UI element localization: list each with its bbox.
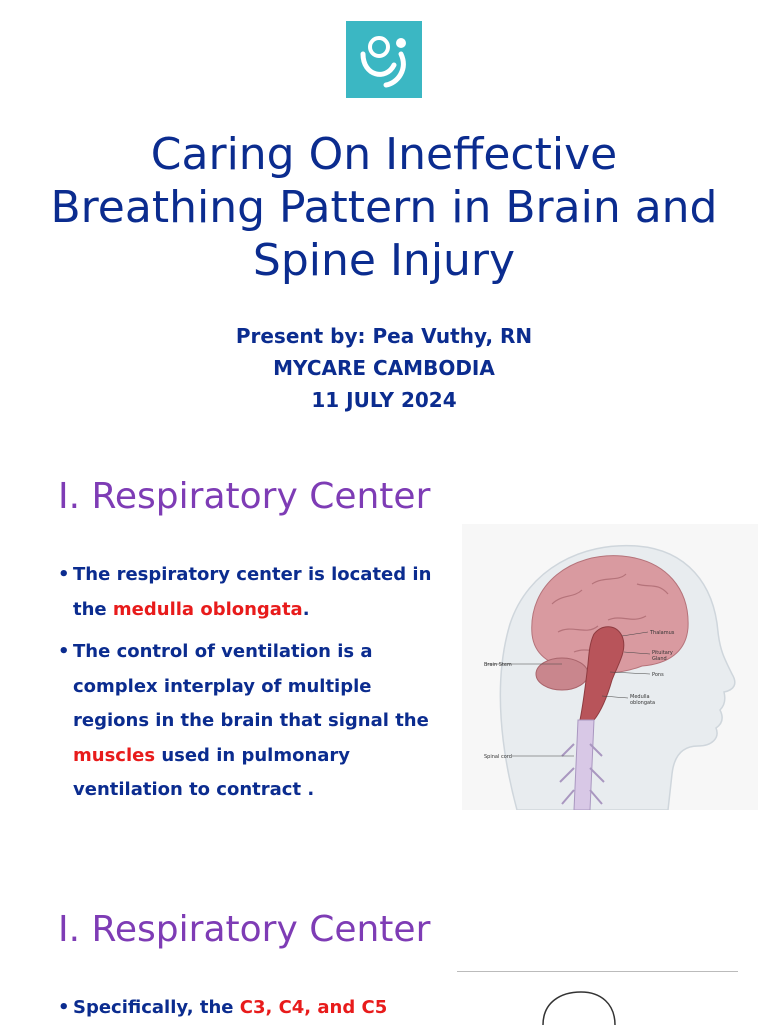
page-title: Caring On Ineffective Breathing Pattern in Brain and Spine Injury — [50, 129, 718, 286]
section-heading-2: I. Respiratory Center — [58, 909, 431, 950]
label-pituitary: Pituitary — [652, 650, 673, 656]
second-figure-frame — [457, 971, 738, 1025]
bullet-list-2 — [58, 991, 450, 1034]
bullet-icon: • — [58, 564, 70, 585]
label-medulla: Medulla — [630, 694, 650, 700]
highlight-text: medulla oblongata — [112, 598, 303, 620]
highlight-text: muscles — [73, 744, 156, 766]
section-heading-1: I. Respiratory Center — [58, 476, 431, 517]
presenter-info — [84, 320, 684, 416]
bullet-icon: • — [58, 641, 70, 662]
bullet-icon: • — [58, 997, 70, 1018]
label-spinal-cord: Spinal cord — [484, 754, 512, 760]
presenter-name: Present by: Pea Vuthy, RN — [235, 324, 533, 348]
list-item — [58, 558, 450, 627]
label-pons: Pons — [652, 672, 664, 678]
bullet-text: The respiratory center is located in the — [73, 564, 432, 620]
list-item — [58, 635, 450, 808]
bullet-text-end: used in pulmonary ventilation to contract . — [73, 744, 351, 800]
presentation-date: 11 JULY 2024 — [311, 388, 457, 412]
bullet-text: The control of ventilation is a complex interplay of multiple regions in the brain that signal the — [73, 641, 429, 731]
organization: MYCARE CAMBODIA — [273, 356, 495, 380]
label-thalamus: Thalamus — [650, 630, 675, 636]
bullet-text-end: . — [302, 598, 310, 620]
bullet-list-1 — [58, 558, 450, 816]
brain-anatomy-figure — [462, 524, 758, 810]
label-oblongata: oblongata — [630, 700, 656, 706]
label-brain-stem: Brain Stem — [484, 662, 512, 668]
mycare-logo-icon — [346, 21, 422, 98]
bullet-text: Specifically, the — [73, 997, 240, 1018]
highlight-text: C3, C4, and C5 — [239, 997, 388, 1018]
label-gland: Gland — [652, 656, 667, 662]
list-item — [58, 991, 450, 1026]
